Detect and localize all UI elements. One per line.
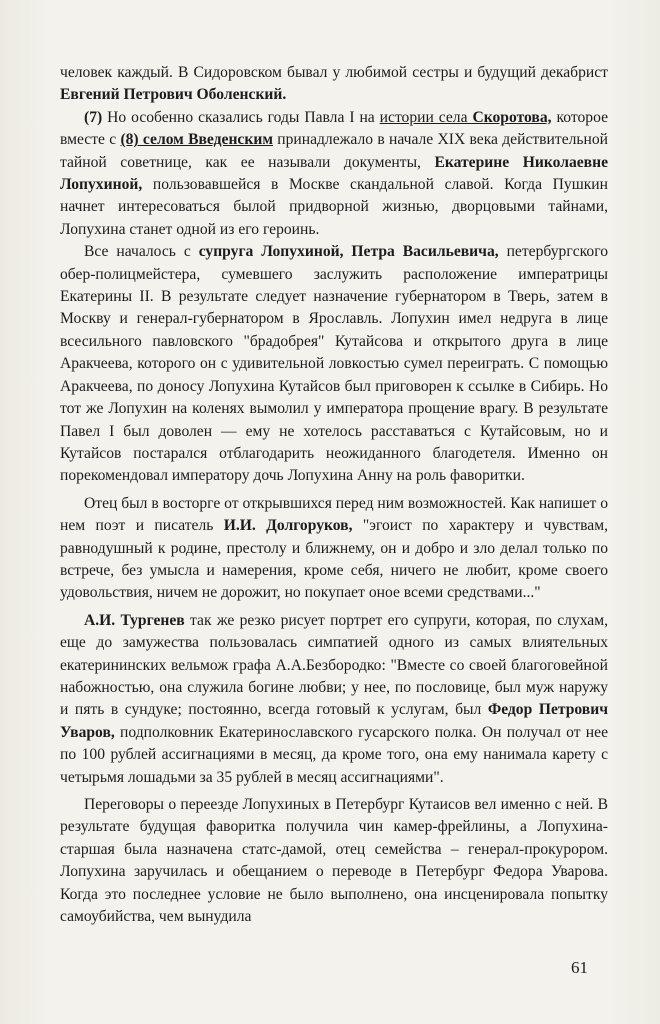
paragraph-p4 (60, 610, 608, 789)
text-run: Скоротова, (472, 108, 552, 126)
text-run: супруга Лопухиной, Петра Васильевича, (198, 243, 499, 261)
text-run: пользовавшейся в Москве скандальной славой. Когда Пушкин начнет интересоваться былой придворной жизнью, дворцовыми тайнами, Лопухина станет одной из его героинь. (60, 176, 608, 238)
body-text (60, 62, 608, 928)
text-run: принадлежало в начале XIX века действительной тайной советнице, как ее называли документы, (60, 131, 609, 171)
text-run: истории села (379, 108, 473, 126)
text-run: которое вместе с (60, 108, 608, 149)
paragraph-p5 (60, 794, 608, 928)
text-run: петербургского обер-полицмейстера, сумевшего заслужить расположение императрицы Екатерины II. В результате следует назначение губернатором в Тверь, затем в Москву и генерал-губернатором в Ярославль. Лопухин имел недруга в лице всесильного павловского "брадобрея" Кутайсова и открытого друга в лице Аракчеева, которого он с удивительной ловкостью сумел переиграть. С помощью Аракчеева, по доносу Лопухина Кутайсов был приговорен к ссылке в Сибирь. Но тот же Лопухин на коленях вымолил у императора прощение врагу. В результате Павел I был доволен — ему не хотелось расставаться с Кутайсовым, но и Кутайсов постарался отблагодарить неожиданного благодетеля. Именно он порекомендовал императору дочь Лопухина Анну на роль фаворитки. (60, 243, 609, 485)
text-run: Но особенно сказались годы Павла I на (102, 108, 380, 126)
text-run: А.И. Тургенев (84, 611, 185, 629)
text-run: человек каждый. В Сидоровском бывал у любимой сестры и будущий декабрист (60, 64, 608, 81)
text-run: Отец был в восторге от открывшихся перед ним возможностей. Как напишет о нем поэт и писатель (60, 494, 609, 535)
text-run: Все началось с (84, 243, 199, 261)
text-run: Федор Петрович Уваров, (60, 701, 608, 741)
text-run: "эгоист по характеру и чувствам, равнодушный к родине, престолу и ближнему, он и добро и зло делал только по встрече, без умысла и намерения, кроме себя, ничего не любит, кроме своего удовольствия, ничем не дорожит, но покупает оное всеми средствами..." (60, 517, 608, 602)
text-run: Екатерине Николаевне Лопухиной, (60, 153, 608, 194)
text-run: (8) селом Введенским (120, 131, 273, 149)
paragraph-p2 (60, 241, 608, 487)
paragraph-p3 (60, 493, 608, 605)
page-number: 61 (571, 958, 588, 977)
text-run: Евгений Петрович Оболенский. (60, 86, 287, 104)
paragraph-p0 (60, 62, 608, 107)
text-run: так же резко рисует портрет его супруги, которая, по слухам, еще до замужества пользовалась симпатией одного из самых влиятельных екатерининских вельмож графа А.А.Безбородко: "Вместе со своей благоговейной набожностью, она служила богине любви; у нее, по пословице, был муж наружу и пять в сундуке; постоянно, всегда готовый к услугам, был (60, 611, 608, 719)
text-run: (7) (84, 108, 103, 126)
text-run: подполковник Екатеринославского гусарского полка. Он получал от нее по 100 рублей ассигнациями в месяц, да кроме того, она ему нанимала карету с четырьмя лошадьми за 35 рублей в месяц ассигнациями". (60, 723, 608, 786)
paragraph-p1 (60, 107, 608, 241)
text-run: И.И. Долгоруков, (223, 517, 353, 535)
text-run: Переговоры о переезде Лопухиных в Петербург Кутаисов вел именно с ней. В результате будущая фаворитка получила чин камер-фрейлины, а Лопухина-старшая была назначена статс-дамой, отец семейства – генерал-прокурором. Лопухина заручилась и обещанием о переводе в Петербург Федора Уварова. Когда это последнее условие не было выполнено, она инсценировала попытку самоубийства, чем вынудила (60, 796, 608, 926)
